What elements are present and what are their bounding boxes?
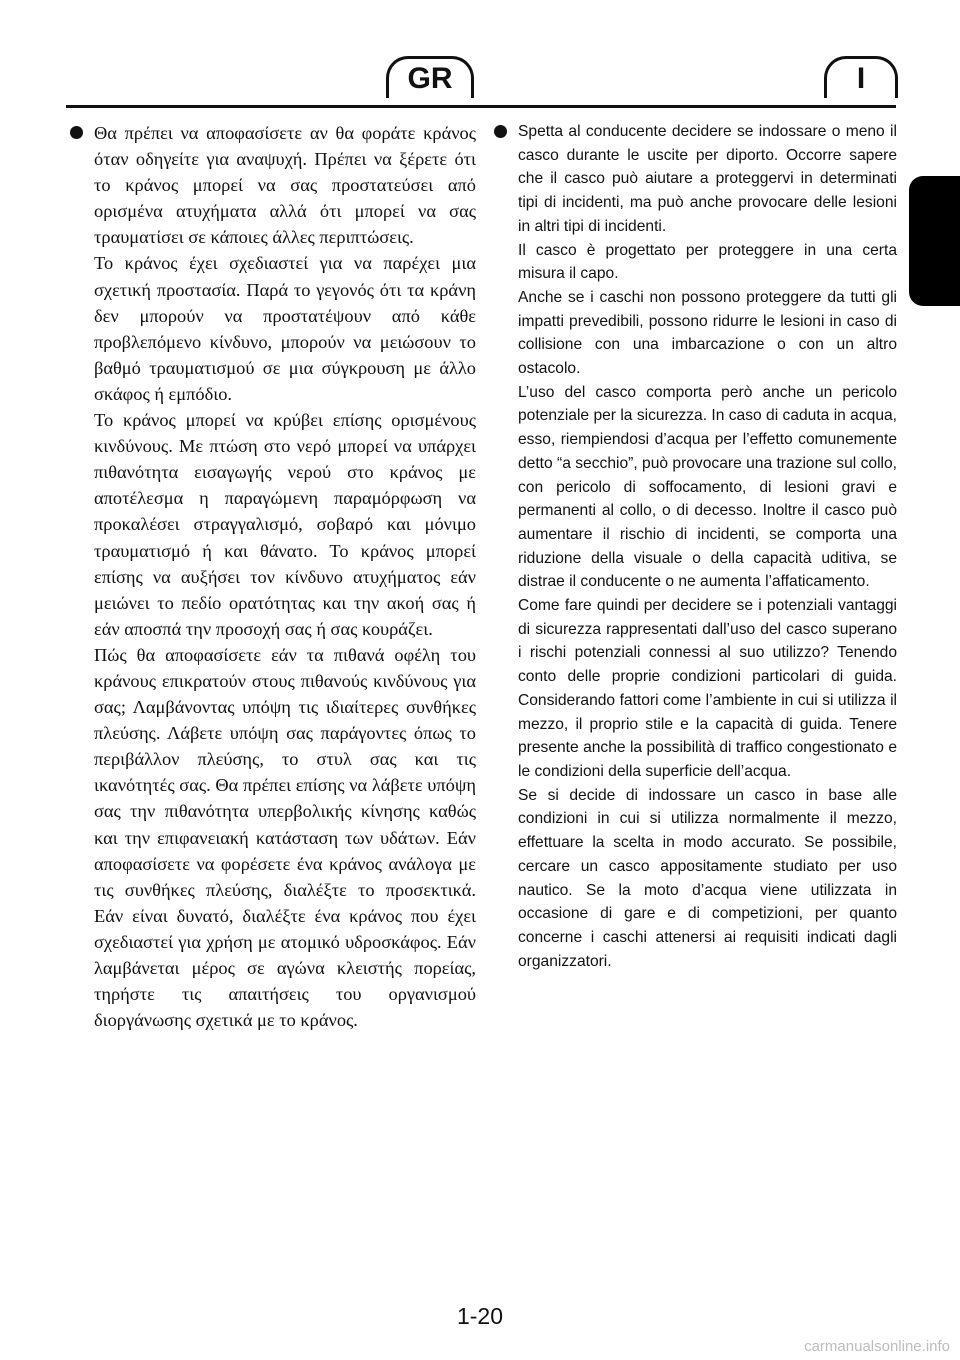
italian-paragraph: Spetta al conducente decidere se indossare o meno il casco durante le uscite per diporto. Occorre sapere che il casco può aiutare a proteggervi in determinati tipi di incidenti, ma può anche provocare delle lesioni in altri tipi di incidenti. (518, 123, 897, 235)
greek-column (70, 120, 476, 1033)
greek-paragraph: Θα πρέπει να αποφασίσετε αν θα φοράτε κράνος όταν οδηγείτε για αναψυχή. Πρέπει να ξέρετε ότι το κράνος μπορεί να σας προστατεύσει από ορισμένα ατυχήματα αλλά ότι μπορεί να σας τραυματίσει σε κάποιες άλλες περιπτώσεις. (94, 123, 476, 248)
watermark-text: carmanualsonline.info (804, 1338, 950, 1355)
italian-paragraph: Se si decide di indossare un casco in base alle condizioni in cui si utilizza normalmente il mezzo, effettuare la scelta in modo accurato. Se possibile, cercare un casco appositamente studiato per uso nautico. Se la moto d’acqua viene utilizzata in occasione di gare e di competizioni, per quanto concerne i caschi attenersi ai requisiti indicati dagli organizzatori. (518, 786, 897, 970)
italian-bullet-item (494, 120, 897, 973)
chapter-thumb-tab (909, 176, 960, 306)
italian-paragraph: Anche se i caschi non possono proteggere da tutti gli impatti prevedibili, possono ridurre le lesioni in caso di collisione con una imbarcazione o con un altro ostacolo. (518, 288, 897, 378)
greek-paragraph: Το κράνος έχει σχεδιαστεί για να παρέχει μια σχετική προστασία. Παρά το γεγονός ότι τα κράνη δεν μπορούν να προστατέψουν από κάθε προβλεπόμενο κίνδυνο, μπορούν να μειώσουν το βαθμό τραυματισμού σε μια σύγκρουση με άλλο σκάφος ή εμπόδιο. (94, 253, 476, 404)
italian-paragraph: L’uso del casco comporta però anche un pericolo potenziale per la sicurezza. In caso di caduta in acqua, esso, riempiendosi d’acqua per l’effetto comunemente detto “a secchio”, può provocare una trazione sul collo, con pericolo di soffocamento, di lesioni gravi e permanenti al collo, o di decesso. Inoltre il casco può aumentare il rischio di incidenti, se comporta una riduzione della visuale o della capacità uditiva, se distrae il conducente o ne aumenta l’affaticamento. (518, 383, 897, 591)
italian-paragraph: Come fare quindi per decidere se i potenziali vantaggi di sicurezza rappresentati dall’uso del casco superano i rischi potenziali connessi al suo utilizzo? Tenendo conto delle proprie condizioni particolari di guida. Considerando fattori come l’ambiente in cui si utilizza il mezzo, il proprio stile e la capacità di guida. Tenere presente anche la possibilità di traffico congestionato e le condizioni della superficie dell’acqua. (518, 597, 897, 780)
greek-paragraph: Πώς θα αποφασίσετε εάν τα πιθανά οφέλη του κράνους επικρατούν στους πιθανούς κινδύνους για σας; Λαμβάνοντας υπόψη τις ιδιαίτερες συνθήκες πλεύσης. Λάβετε υπόψη σας παράγοντες όπως το περιβάλλον πλεύσης, το στυλ σας και τις ικανότητές σας. Θα πρέπει επίσης να λάβετε υπόψη σας την πιθανότητα υπερβολικής κίνησης καθώς και την επιφανειακή κατάσταση των υδάτων. Εάν αποφασίσετε να φορέσετε ένα κράνος ανάλογα με τις συνθήκες πλεύσης, διαλέξτε το προσεκτικά. Εάν είναι δυνατό, διαλέξτε ένα κράνος που έχει σχεδιαστεί για χρήση με ατομικό υδροσκάφος. Εάν λαμβάνεται μέρος σε αγώνα κλειστής πορείας, τηρήστε τις απαιτήσεις του οργανισμού διοργάνωσης σχετικά με το κράνος. (94, 644, 476, 1031)
greek-paragraph: Το κράνος μπορεί να κρύβει επίσης ορισμένους κινδύνους. Με πτώση στο νερό μπορεί να υπάρχει πιθανότητα εισαγωγής νερού στο κράνος με αποτέλεσμα η παραγώμενη παραμόρφωση να προκαλέσει στραγγαλισμό, σοβαρό και μόνιμο τραυματισμό ή και θάνατο. Το κράνος μπορεί επίσης να αυξήσει τον κίνδυνο ατυχήματος εάν μειώνει το πεδίο ορατότητας και την ακοή σας ή εάν αποσπά την προσοχή σας ή σας κουράζει. (94, 410, 476, 639)
language-tab-greek: GR (386, 56, 474, 98)
bullet-icon (494, 125, 507, 138)
greek-bullet-item (70, 120, 476, 1033)
language-tab-italian: I (824, 56, 898, 98)
header-rule (66, 105, 896, 108)
page-number: 1-20 (456, 1303, 504, 1329)
italian-column (494, 120, 897, 973)
bullet-icon (70, 126, 83, 139)
italian-paragraph: Il casco è progettato per proteggere in una certa misura il capo. (518, 241, 897, 283)
